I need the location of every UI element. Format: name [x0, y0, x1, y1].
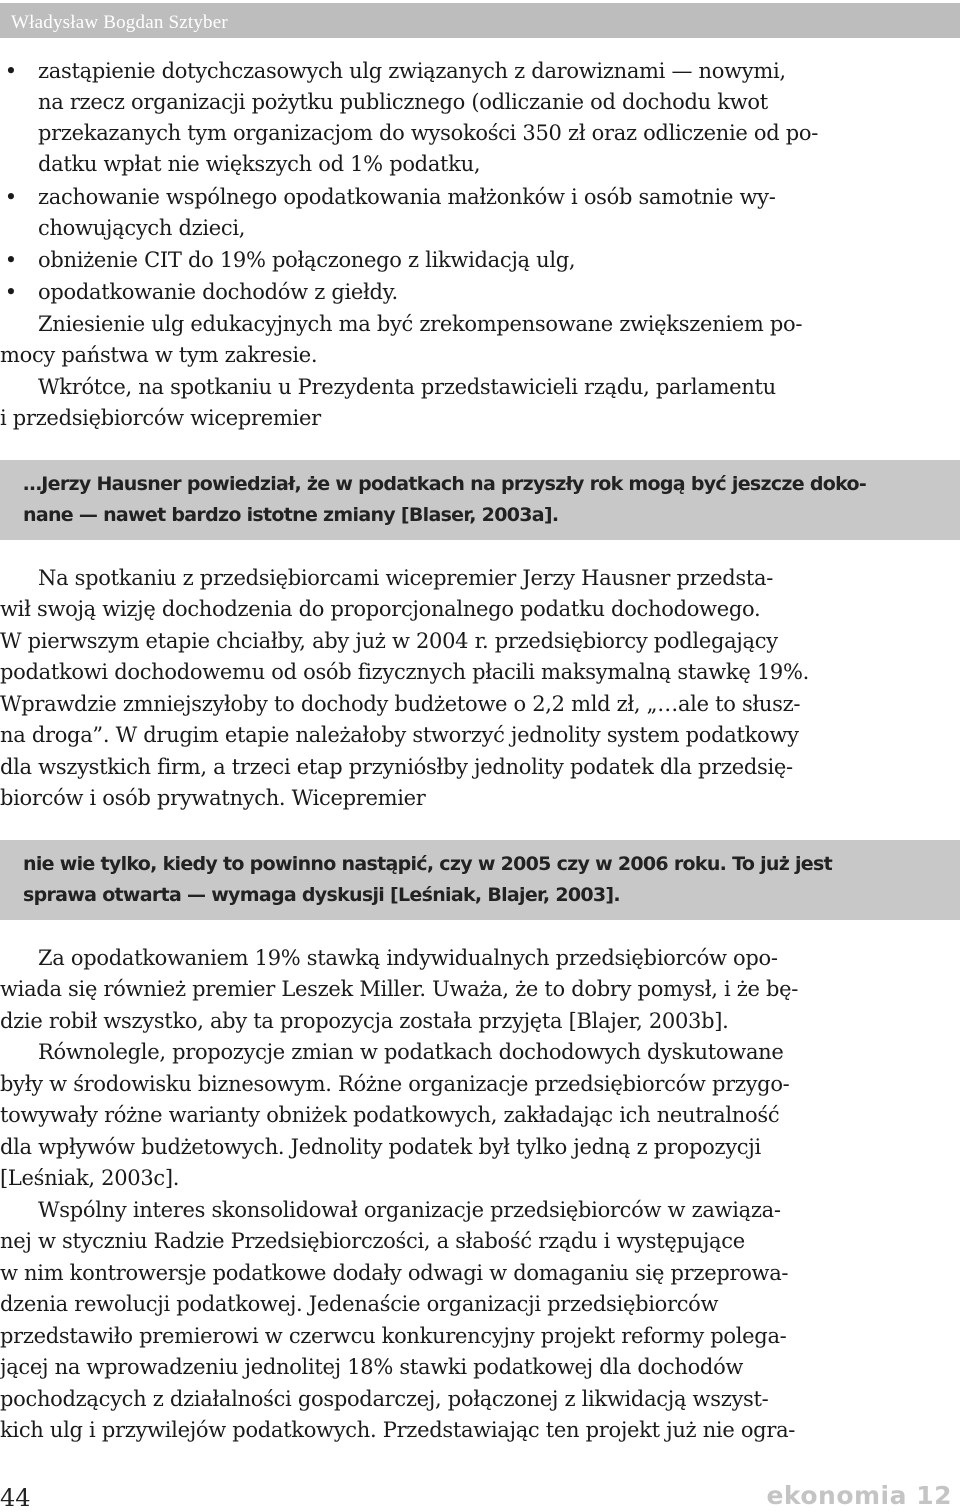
bullet-dot: •: [4, 248, 18, 272]
text-line: obniżenie CIT do 19% połączonego z likwidacją ulg,: [38, 248, 576, 272]
bullet-dot: •: [4, 280, 18, 304]
text-line: Za opodatkowaniem 19% stawką indywidualnych przedsiębiorców opo-: [38, 946, 778, 970]
text-line: W pierwszym etapie chciałby, aby już w 2004 r. przedsiębiorcy podlegający: [0, 629, 778, 653]
text-line: jącej na wprowadzeniu jednolitej 18% stawki podatkowej dla dochodów: [0, 1355, 744, 1379]
text-line: wiada się również premier Leszek Miller. Uważa, że to dobry pomysł, i że bę-: [0, 977, 799, 1001]
text-line: Wkrótce, na spotkaniu u Prezydenta przedstawicieli rządu, parlamentu: [38, 375, 776, 399]
text-line: przedstawiło premierowi w czerwcu konkurencyjny projekt reformy polega-: [0, 1324, 787, 1348]
running-header-bar: [0, 3, 960, 38]
bullet-dot: •: [4, 59, 18, 83]
text-line: dzenia rewolucji podatkowej. Jedenaście organizacji przedsiębiorców: [0, 1292, 719, 1316]
text-line: zastąpienie dotychczasowych ulg związanych z darowiznami — nowymi,: [38, 59, 786, 83]
text-line: na droga”. W drugim etapie należałoby stworzyć jednolity system podatkowy: [0, 723, 799, 747]
text-line: Na spotkaniu z przedsiębiorcami wicepremier Jerzy Hausner przedsta-: [38, 566, 774, 590]
page-number: 44: [0, 1484, 31, 1512]
text-line: podatkowi dochodowemu od osób fizycznych płacili maksymalną stawkę 19%.: [0, 660, 809, 684]
bullet-dot: •: [4, 185, 18, 209]
text-line: chowujących dzieci,: [38, 216, 246, 240]
text-line: pochodzących z działalności gospodarczej, połączonej z likwidacją wszyst-: [0, 1387, 769, 1411]
text-line: datku wpłat nie większych od 1% podatku,: [38, 152, 481, 176]
text-line: nej w styczniu Radzie Przedsiębiorczości, a słabość rządu i występujące: [0, 1229, 745, 1253]
quote-line: nie wie tylko, kiedy to powinno nastąpić, czy w 2005 czy w 2006 roku. To już jest: [23, 853, 832, 875]
text-line: przekazanych tym organizacjom do wysokości 350 zł oraz odliczenie od po-: [38, 121, 819, 145]
text-line: kich ulg i przywilejów podatkowych. Przedstawiając ten projekt już nie ogra-: [0, 1418, 796, 1442]
text-line: Wprawdzie zmniejszyłoby to dochody budżetowe o 2,2 mld zł, „…ale to słusz-: [0, 692, 801, 716]
text-line: towywały różne warianty obniżek podatkowych, zakładając ich neutralność: [0, 1103, 780, 1127]
text-line: w nim kontrowersje podatkowe dodały odwagi w domaganiu się przeprowa-: [0, 1261, 789, 1285]
quote-line: nane — nawet bardzo istotne zmiany [Blaser, 2003a].: [23, 504, 559, 526]
journal-name: ekonomia 12: [766, 1481, 952, 1510]
text-line: mocy państwa w tym zakresie.: [0, 343, 318, 367]
text-line: dla wpływów budżetowych. Jednolity podatek był tylko jedną z propozycji: [0, 1135, 761, 1159]
text-line: zachowanie wspólnego opodatkowania małżonków i osób samotnie wy-: [38, 185, 776, 209]
quote-line: sprawa otwarta — wymaga dyskusji [Leśniak, Blajer, 2003].: [23, 884, 620, 906]
quote-box: [0, 460, 960, 540]
text-line: Zniesienie ulg edukacyjnych ma być zrekompensowane zwiększeniem po-: [38, 312, 803, 336]
text-line: wił swoją wizję dochodzenia do proporcjonalnego podatku dochodowego.: [0, 597, 761, 621]
text-line: [Leśniak, 2003c].: [0, 1166, 180, 1190]
quote-box: [0, 840, 960, 920]
quote-line: …Jerzy Hausner powiedział, że w podatkach na przyszły rok mogą być jeszcze doko-: [23, 473, 867, 495]
text-line: Równolegle, propozycje zmian w podatkach dochodowych dyskutowane: [38, 1040, 784, 1064]
text-line: dla wszystkich firm, a trzeci etap przyniósłby jednolity podatek dla przedsię-: [0, 755, 793, 779]
text-line: opodatkowanie dochodów z giełdy.: [38, 280, 398, 304]
running-header-author: Władysław Bogdan Sztyber: [11, 12, 228, 33]
text-line: były w środowisku biznesowym. Różne organizacje przedsiębiorców przygo-: [0, 1072, 790, 1096]
text-line: Wspólny interes skonsolidował organizacje przedsiębiorców w zawiąza-: [38, 1198, 781, 1222]
text-line: dzie robił wszystko, aby ta propozycja została przyjęta [Blajer, 2003b].: [0, 1009, 729, 1033]
text-line: biorców i osób prywatnych. Wicepremier: [0, 786, 426, 810]
text-line: na rzecz organizacji pożytku publicznego (odliczanie od dochodu kwot: [38, 90, 768, 114]
text-line: i przedsiębiorców wicepremier: [0, 406, 321, 430]
